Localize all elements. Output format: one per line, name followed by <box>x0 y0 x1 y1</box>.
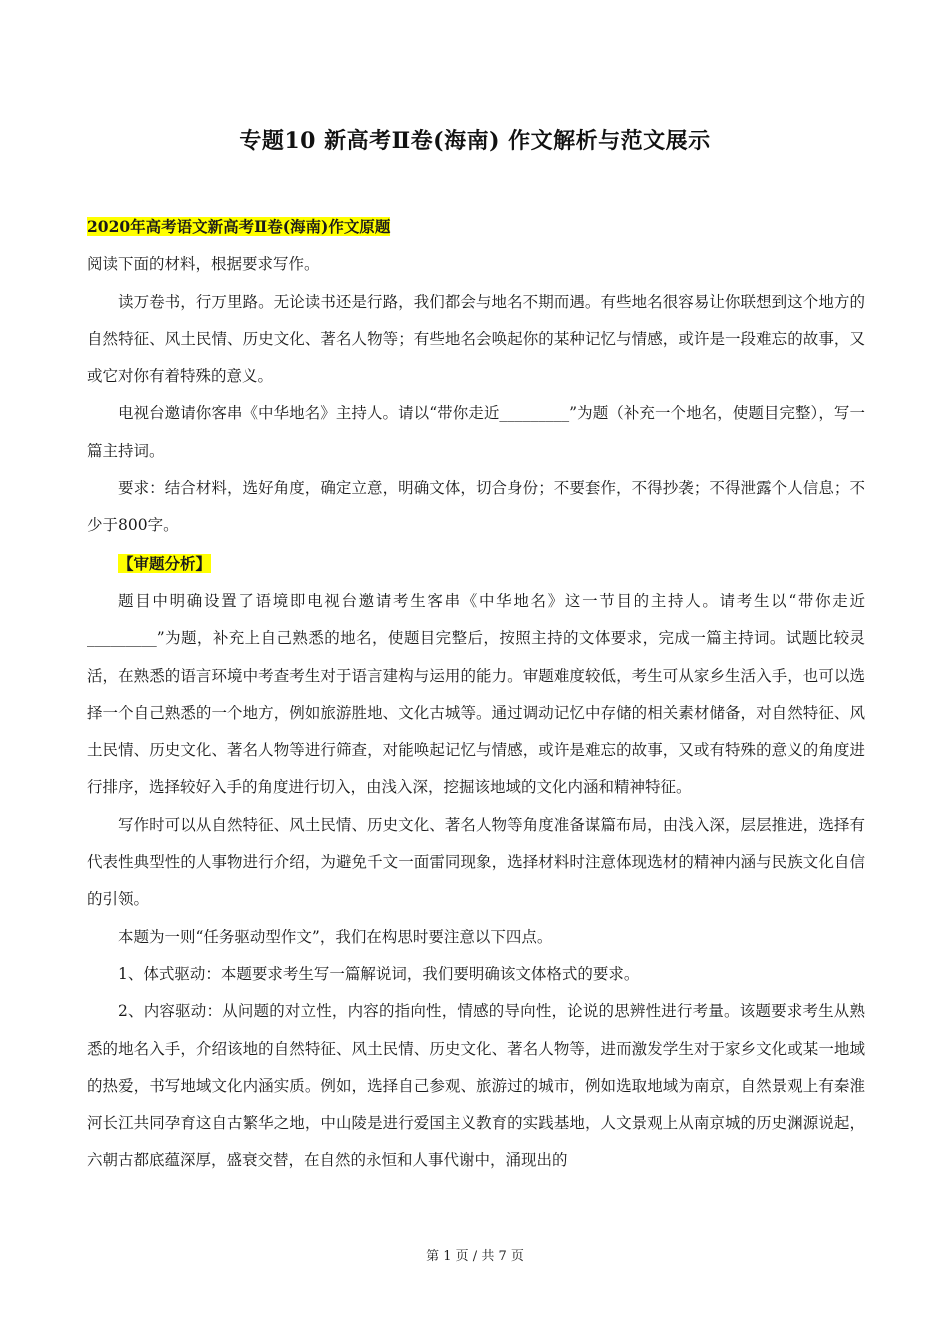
analysis-paragraph-1: 题目中明确设置了语境即电视台邀请考生客串《中华地名》这一节目的主持人。请考生以“带你走近_________”为题，补充上自己熟悉的地名，使题目完整后，按照主持的文体要求，完成一篇主持词。试题比较灵活，在熟悉的语言环境中考查考生对于语言建构与运用的能力。审题难度较低，考生可从家乡生活入手，也可以选择一个自己熟悉的一个地方，例如旅游胜地、文化古城等。通过调动记忆中存储的相关素材储备，对自然特征、风土民情、历史文化、著名人物等进行筛查，对能唤起记忆与情感，或许是难忘的故事，又或有特殊的意义的角度进行排序，选择较好入手的角度进行切入，由浅入深，挖掘该地域的文化内涵和精神特征。 <box>87 591 865 797</box>
requirements-paragraph: 要求：结合材料，选好角度，确定立意，明确文体，切合身份；不要套作，不得抄袭；不得泄露个人信息；不少于800字。 <box>87 479 865 535</box>
point-2: 2、内容驱动：从问题的对立性，内容的指向性，情感的导向性，论说的思辨性进行考量。该题要求考生从熟悉的地名入手，介绍该地的自然特征、风土民情、历史文化、著名人物等，进而激发学生对于家乡文化或某一地域的热爱，书写地域文化内涵实质。例如，选择自己参观、旅游过的城市，例如选取地域为南京，自然景观上有秦淮河长江共同孕育这自古繁华之地，中山陵是进行爱国主义教育的实践基地，人文景观上从南京城的历史渊源说起，六朝古都底蕴深厚，盛衰交替，在自然的永恒和人事代谢中，涌现出的 <box>87 1002 865 1170</box>
intro-paragraph: 阅读下面的材料，根据要求写作。 <box>87 255 320 274</box>
section-heading <box>87 208 865 246</box>
analysis-heading <box>87 545 865 583</box>
analysis-paragraph-3: 本题为一则“任务驱动型作文”，我们在构思时要注意以下四点。 <box>118 927 553 946</box>
material-paragraph-1: 读万卷书，行万里路。无论读书还是行路，我们都会与地名不期而遇。有些地名很容易让你联想到这个地方的自然特征、风土民情、历史文化、著名人物等；有些地名会唤起你的某种记忆与情感，或许是一段难忘的故事，又或它对你有着特殊的意义。 <box>87 292 865 386</box>
document-body <box>87 208 865 1180</box>
analysis-paragraph-2: 写作时可以从自然特征、风土民情、历史文化、著名人物等角度准备谋篇布局，由浅入深，层层推进，选择有代表性典型性的人事物进行介绍，为避免千文一面雷同现象，选择材料时注意体现选材的精神内涵与民族文化自信的引领。 <box>87 815 865 909</box>
analysis-tag-label: 【审题分析】 <box>118 553 212 573</box>
page-footer: 第 1 页 / 共 7 页 <box>426 1249 524 1264</box>
point-1: 1、体式驱动：本题要求考生写一篇解说词，我们要明确该文体格式的要求。 <box>118 964 640 983</box>
highlighted-heading: 2020年高考语文新高考Ⅱ卷(海南)作文原题 <box>87 217 391 236</box>
page-title: 专题10 新高考Ⅱ卷(海南) 作文解析与范文展示 <box>239 128 711 154</box>
material-paragraph-2: 电视台邀请你客串《中华地名》主持人。请以“带你走近_________”为题（补充一个地名，使题目完整），写一篇主持词。 <box>87 404 865 460</box>
